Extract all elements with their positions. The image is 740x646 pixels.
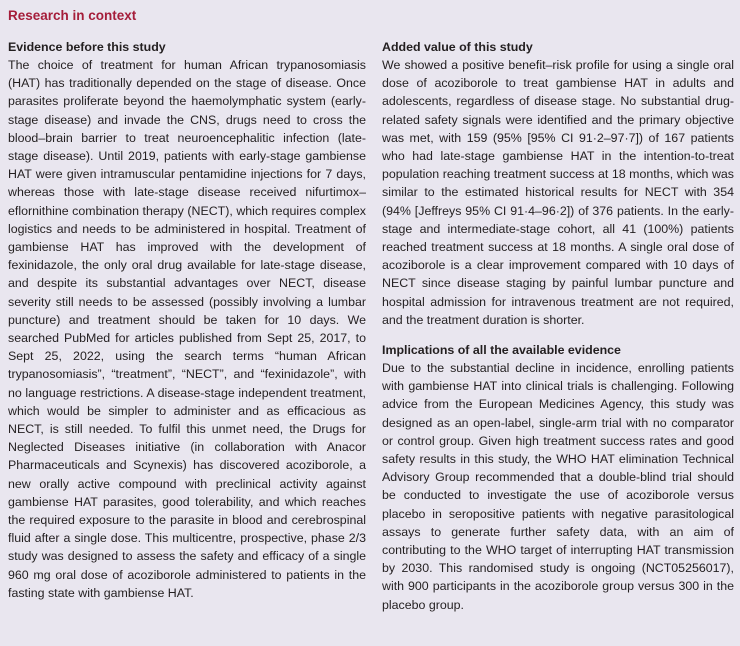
evidence-before-heading: Evidence before this study — [8, 40, 166, 54]
panel-title: Research in context — [8, 8, 137, 23]
section-spacer — [382, 329, 734, 341]
added-value-heading: Added value of this study — [382, 40, 533, 54]
implications-text: Due to the substantial decline in incidence, enrolling patients with gambiense HAT into clinical trials is challenging. Following advice from the European Medicines Agency, this study was designed as an open-label, single-arm trial with no comparator or control group. Given high treatment success rates and good safety results in this study, the WHO HAT elimination Technical Advisory Group recommended that a double-blind trial should be conducted to investigate the use of acoziborole versus placebo in seropositive patients with negative parasitological assays to generate further safety data, with an aim of contributing to the WHO target of interrupting HAT transmission by 2030. This randomised study is ongoing (NCT05256017), with 900 participants in the acoziborole group versus 300 in the placebo group. — [382, 361, 734, 612]
implications-heading: Implications of all the available evidence — [382, 343, 621, 358]
right-column — [382, 38, 734, 614]
evidence-before-text: The choice of treatment for human African trypanosomiasis (HAT) has traditionally depended on the stage of disease. Once parasites proliferate beyond the haemolymphatic system (early-stage disease) and invade the CNS, drugs need to cross the blood–brain barrier to treat neuroencephalitic infection (late-stage disease). Until 2019, patients with early-stage gambiense HAT were given intramuscular pentamidine injections for 7 days, whereas those with late-stage disease received nifurtimox–eflornithine combination therapy (NECT), which requires complex logistics and needs to be administered in hospital. Treatment of gambiense HAT has improved with the development of fexinidazole, the only oral drug available for late-stage disease, and despite its substantial advantages over NECT, disease severity still needs to be assessed (possibly involving a lumbar puncture) and treatment should be taken for 10 days. We searched PubMed for articles published from Sept 25, 2017, to Sept 25, 2022, using the search terms “human African trypanosomiasis”, “treatment”, “NECT”, and “fexinidazole”, with no language restrictions. A disease-stage independent treatment, which would be simpler to administer and as efficacious as NECT, is still needed. To fulfil this unmet need, the Drugs for Neglected Diseases initiative (in collaboration with Anacor Pharmaceuticals and Scynexis) has discovered acoziborole, a new orally active compound with preclinical activity against gambiense HAT parasites, good tolerability, and which reaches the required exposure to the parasite in blood and cerebrospinal fluid after a single dose. This multicentre, prospective, phase 2/3 study was designed to assess the safety and efficacy of a single 960 mg oral dose of acoziborole administered to patients in the fasting state with gambiense HAT. — [8, 58, 366, 600]
left-column — [8, 38, 366, 602]
added-value-text: We showed a positive benefit–risk profile for using a single oral dose of acoziborole to treat gambiense HAT in adults and adolescents, regardless of disease stage. No substantial drug-related safety signals were identified and the primary objective was met, with 159 (95% [95% CI 91·2–97·7]) of 167 patients who had late-stage gambiense HAT in the intention-to-treat population reaching treatment success at 18 months, which was similar to the estimated historical results for NECT with 354 (94% [Jeffreys 95% CI 91·4–96·2]) of 376 patients. In the early-stage and intermediate-stage cohort, all 41 (100%) patients reached treatment success at 18 months. A single oral dose of acoziborole is a clear improvement compared with 10 days of NECT since disease staging by painful lumbar puncture and hospital admission for intravenous treatment are not required, and the treatment duration is shorter. — [382, 58, 734, 327]
